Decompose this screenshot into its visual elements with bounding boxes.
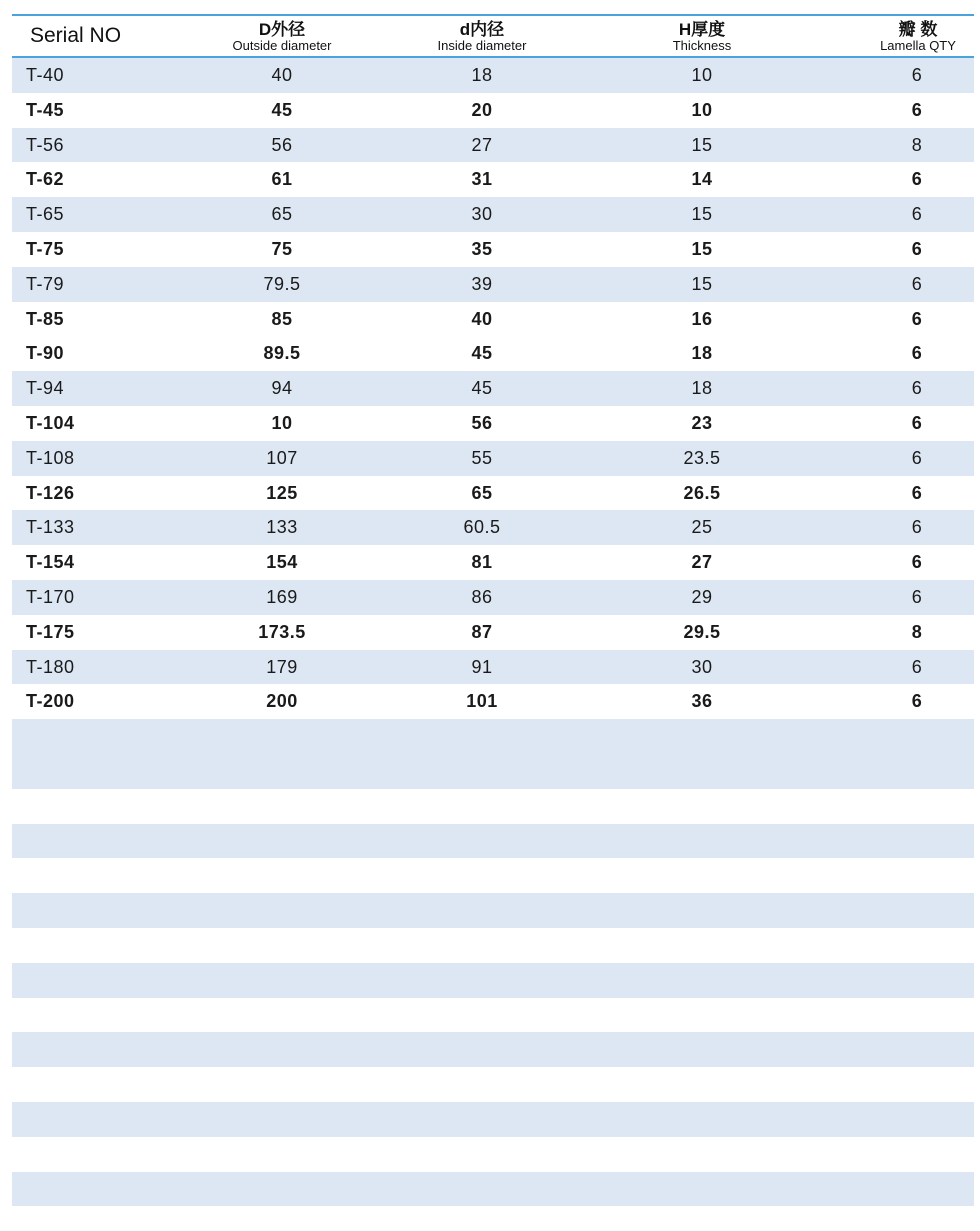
cell-serial: T-90	[26, 343, 65, 364]
cell-lamella-qty: 6	[911, 586, 923, 607]
cell-serial: T-126	[26, 482, 75, 503]
cell-serial: T-79	[26, 273, 65, 294]
cell-outside-diameter: 61	[271, 169, 293, 190]
cell-inside-diameter: 101	[466, 691, 498, 712]
cell-outside-diameter: 65	[271, 204, 293, 225]
cell-serial: T-104	[26, 412, 75, 433]
empty-row	[12, 928, 974, 963]
table-row	[12, 580, 974, 615]
cell-outside-diameter: 56	[271, 134, 293, 155]
cell-serial: T-85	[26, 308, 65, 329]
table-row	[12, 232, 974, 267]
header-inside-diameter	[402, 16, 562, 56]
cell-outside-diameter: 107	[266, 447, 298, 468]
cell-outside-diameter: 45	[271, 99, 293, 120]
cell-thickness: 10	[691, 99, 713, 120]
header-id-sub: Inside diameter	[437, 38, 527, 53]
cell-serial: T-62	[26, 169, 65, 190]
cell-lamella-qty: 6	[911, 447, 923, 468]
table-row	[12, 58, 974, 93]
table-row	[12, 545, 974, 580]
cell-inside-diameter: 60.5	[463, 517, 501, 538]
header-lamella-qty	[862, 16, 974, 56]
cell-serial: T-180	[26, 656, 75, 677]
cell-outside-diameter: 169	[266, 586, 298, 607]
table-row	[12, 162, 974, 197]
cell-thickness: 36	[691, 691, 713, 712]
cell-lamella-qty: 6	[911, 273, 923, 294]
cell-serial: T-94	[26, 378, 65, 399]
cell-outside-diameter: 173.5	[258, 621, 306, 642]
empty-row	[12, 858, 974, 893]
empty-row	[12, 893, 974, 928]
cell-inside-diameter: 20	[471, 99, 493, 120]
table-row	[12, 93, 974, 128]
cell-outside-diameter: 125	[266, 482, 298, 503]
cell-lamella-qty: 6	[911, 552, 923, 573]
cell-thickness: 23	[691, 412, 713, 433]
empty-row	[12, 963, 974, 998]
header-qty-sub: Lamella QTY	[880, 38, 956, 53]
empty-row	[12, 719, 974, 754]
spec-table	[12, 14, 974, 1206]
table-row	[12, 336, 974, 371]
cell-thickness: 10	[691, 65, 713, 85]
cell-thickness: 25	[691, 517, 713, 538]
cell-inside-diameter: 45	[471, 343, 493, 364]
cell-lamella-qty: 8	[911, 621, 923, 642]
cell-thickness: 15	[691, 204, 713, 225]
cell-thickness: 18	[691, 343, 713, 364]
cell-thickness: 14	[691, 169, 713, 190]
table-row	[12, 406, 974, 441]
cell-serial: T-45	[26, 99, 65, 120]
cell-inside-diameter: 27	[471, 134, 493, 155]
cell-serial: T-40	[26, 65, 65, 85]
cell-lamella-qty: 6	[911, 482, 923, 503]
cell-thickness: 29.5	[683, 621, 721, 642]
cell-outside-diameter: 94	[271, 378, 293, 399]
empty-row	[12, 1172, 974, 1207]
table-row	[12, 650, 974, 685]
cell-outside-diameter: 75	[271, 238, 293, 259]
table-row	[12, 510, 974, 545]
cell-inside-diameter: 45	[471, 378, 493, 399]
cell-inside-diameter: 56	[471, 412, 493, 433]
table-row	[12, 128, 974, 163]
table-row	[12, 302, 974, 337]
cell-inside-diameter: 35	[471, 238, 493, 259]
empty-row	[12, 754, 974, 789]
table-header	[12, 16, 974, 56]
table-body	[12, 58, 974, 1206]
cell-outside-diameter: 79.5	[263, 273, 301, 294]
cell-outside-diameter: 200	[266, 691, 298, 712]
cell-lamella-qty: 6	[911, 238, 923, 259]
cell-lamella-qty: 6	[911, 65, 923, 85]
table-row	[12, 267, 974, 302]
cell-lamella-qty: 6	[911, 343, 923, 364]
cell-serial: T-75	[26, 238, 65, 259]
empty-row	[12, 824, 974, 859]
empty-row	[12, 998, 974, 1033]
cell-outside-diameter: 133	[266, 517, 298, 538]
cell-inside-diameter: 55	[471, 447, 493, 468]
cell-thickness: 30	[691, 656, 713, 677]
cell-outside-diameter: 40	[271, 65, 293, 85]
cell-thickness: 15	[691, 273, 713, 294]
cell-lamella-qty: 6	[911, 517, 923, 538]
cell-outside-diameter: 89.5	[263, 343, 301, 364]
table-row	[12, 197, 974, 232]
cell-inside-diameter: 86	[471, 586, 493, 607]
cell-inside-diameter: 18	[471, 65, 493, 85]
cell-inside-diameter: 30	[471, 204, 493, 225]
cell-serial: T-170	[26, 586, 75, 607]
cell-thickness: 16	[691, 308, 713, 329]
header-od-sub: Outside diameter	[232, 38, 332, 53]
cell-inside-diameter: 31	[471, 169, 493, 190]
header-id-main: d内径	[459, 20, 505, 39]
cell-outside-diameter: 10	[271, 412, 293, 433]
cell-thickness: 18	[691, 378, 713, 399]
header-serial	[12, 16, 180, 56]
table-row	[12, 371, 974, 406]
cell-outside-diameter: 85	[271, 308, 293, 329]
cell-lamella-qty: 6	[911, 691, 923, 712]
cell-inside-diameter: 65	[471, 482, 493, 503]
empty-row	[12, 1102, 974, 1137]
cell-lamella-qty: 8	[911, 134, 923, 155]
cell-inside-diameter: 39	[471, 273, 493, 294]
cell-lamella-qty: 6	[911, 656, 923, 677]
cell-serial: T-154	[26, 552, 75, 573]
table-row	[12, 441, 974, 476]
cell-serial: T-56	[26, 134, 65, 155]
cell-serial: T-175	[26, 621, 75, 642]
cell-thickness: 27	[691, 552, 713, 573]
cell-thickness: 15	[691, 134, 713, 155]
cell-lamella-qty: 6	[911, 99, 923, 120]
header-h-sub: Thickness	[672, 38, 732, 53]
table-row	[12, 684, 974, 719]
cell-serial: T-133	[26, 517, 75, 538]
cell-outside-diameter: 154	[266, 552, 298, 573]
table-row	[12, 476, 974, 511]
empty-row	[12, 1137, 974, 1172]
cell-inside-diameter: 81	[471, 552, 493, 573]
header-h-main: H厚度	[678, 20, 726, 39]
cell-inside-diameter: 40	[471, 308, 493, 329]
cell-lamella-qty: 6	[911, 412, 923, 433]
cell-thickness: 23.5	[683, 447, 721, 468]
cell-inside-diameter: 87	[471, 621, 493, 642]
cell-lamella-qty: 6	[911, 308, 923, 329]
header-outside-diameter	[202, 16, 362, 56]
header-qty-main: 瓣 数	[898, 20, 938, 39]
cell-lamella-qty: 6	[911, 169, 923, 190]
cell-serial: T-108	[26, 447, 75, 468]
table-row	[12, 615, 974, 650]
header-od-main: D外径	[258, 20, 306, 39]
header-thickness	[622, 16, 782, 56]
empty-row	[12, 789, 974, 824]
cell-serial: T-200	[26, 691, 75, 712]
cell-inside-diameter: 91	[471, 656, 493, 677]
cell-thickness: 29	[691, 586, 713, 607]
cell-lamella-qty: 6	[911, 204, 923, 225]
cell-thickness: 26.5	[683, 482, 721, 503]
cell-lamella-qty: 6	[911, 378, 923, 399]
header-serial-label: Serial NO	[30, 24, 122, 47]
empty-row	[12, 1067, 974, 1102]
empty-row	[12, 1032, 974, 1067]
cell-serial: T-65	[26, 204, 65, 225]
cell-thickness: 15	[691, 238, 713, 259]
cell-outside-diameter: 179	[266, 656, 298, 677]
